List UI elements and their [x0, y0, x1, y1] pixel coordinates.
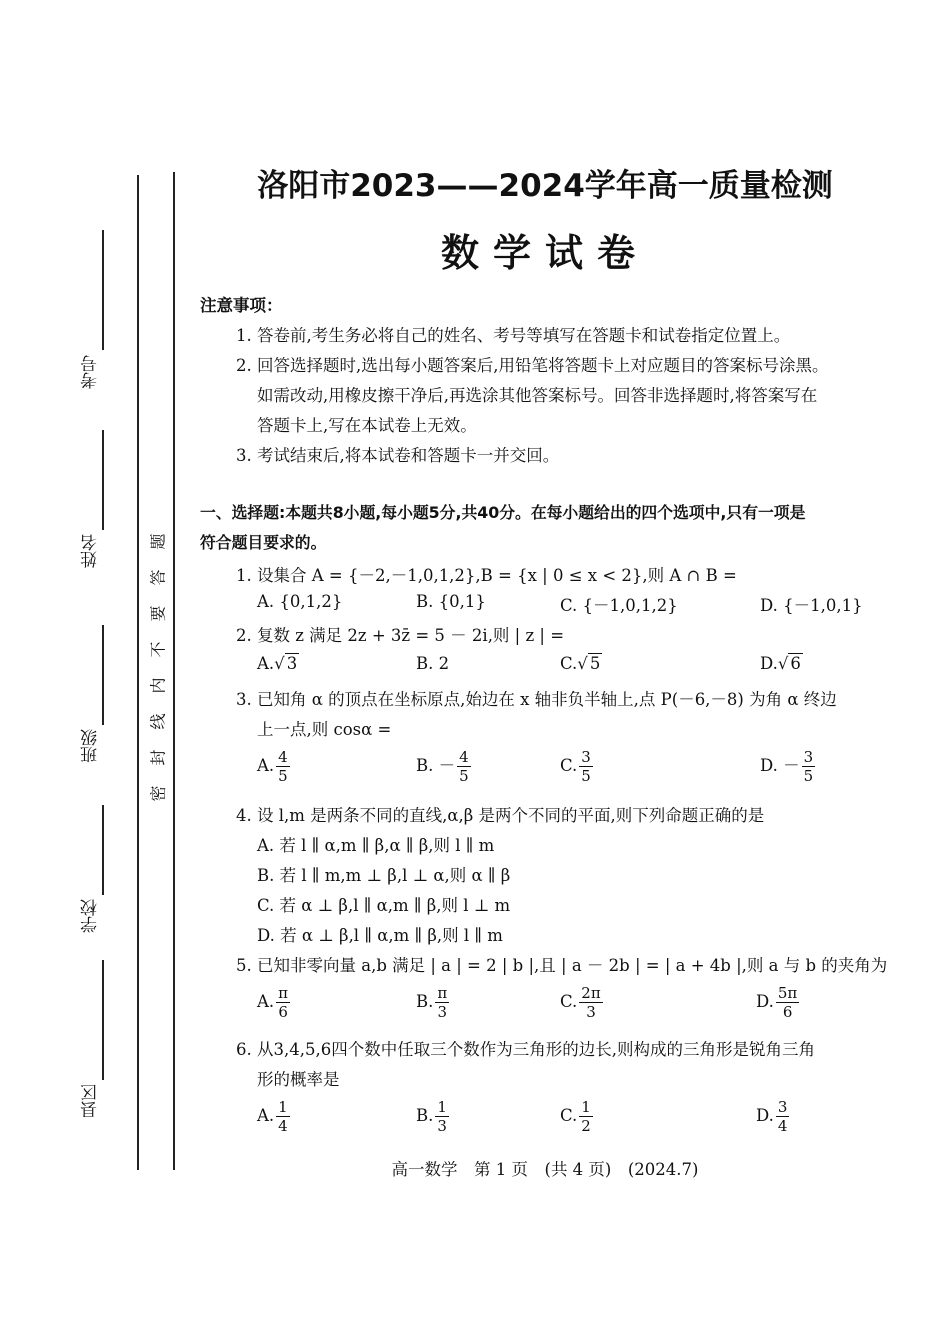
q4-option-b: B. 若 l ∥ m,m ⊥ β,l ⊥ α,则 α ∥ β: [257, 866, 511, 885]
seal-char: 封: [148, 749, 168, 766]
exam-number-label: 考号: [81, 355, 101, 389]
q5-option-d: D. $\frac{5\pi}{6}$: [756, 984, 798, 1021]
exam-number-field[interactable]: [78, 230, 108, 400]
exam-title: 洛阳市2023——2024学年高一质量检测: [257, 168, 833, 204]
q3-option-a: A. $\frac{4}{5}$: [257, 748, 288, 785]
class-label: 班级: [81, 729, 101, 763]
name-label: 姓名: [81, 534, 101, 568]
seal-char: 答: [148, 569, 168, 586]
q6-stem-cont: 形的概率是: [257, 1070, 340, 1089]
q5-option-b: B. $\frac{\pi}{3}$: [416, 984, 448, 1021]
q5-option-a: A. $\frac{\pi}{6}$: [257, 984, 289, 1021]
binding-line-outer: [137, 175, 139, 1170]
q6-option-c: C. $\frac{1}{2}$: [560, 1098, 591, 1135]
seal-char: 题: [148, 533, 168, 550]
q2-option-d: D.√ 6: [760, 654, 801, 673]
q2-option-a: A.√ 3: [257, 654, 298, 673]
county-field[interactable]: [78, 960, 108, 1130]
class-field[interactable]: [78, 625, 108, 795]
q5-option-c: C. $\frac{2\pi}{3}$: [560, 984, 601, 1021]
q1-stem: 1. 设集合 A = {－2,－1,0,1,2},B = {x | 0 ≤ x < 2},则 A ∩ B =: [236, 566, 737, 585]
q3-option-c: C. $\frac{3}{5}$: [560, 748, 591, 785]
notice-item: 1. 答卷前,考生务必将自己的姓名、考号等填写在答题卡和试卷指定位置上。: [236, 326, 791, 345]
q2-option-c: C.√ 5: [560, 654, 601, 673]
section-heading-cont: 符合题目要求的。: [200, 533, 327, 552]
seal-char: 密: [148, 785, 168, 802]
seal-char: 要: [148, 605, 168, 622]
q6-option-a: A. $\frac{1}{4}$: [257, 1098, 288, 1135]
notice-item: 答题卡上,写在本试卷上无效。: [257, 416, 477, 435]
q2-option-b: B. 2: [416, 654, 450, 673]
notice-item: 如需改动,用橡皮擦干净后,再选涂其他答案标号。回答非选择题时,将答案写在: [257, 386, 818, 405]
q6-stem: 6. 从3,4,5,6四个数中任取三个数作为三角形的边长,则构成的三角形是锐角三角: [236, 1040, 815, 1059]
name-field[interactable]: [78, 430, 108, 600]
q4-option-a: A. 若 l ∥ α,m ∥ β,α ∥ β,则 l ∥ m: [257, 836, 495, 855]
q6-option-d: D. $\frac{3}{4}$: [756, 1098, 788, 1135]
seal-char: 线: [148, 713, 168, 730]
q4-option-d: D. 若 α ⊥ β,l ∥ α,m ∥ β,则 l ∥ m: [257, 926, 503, 945]
q1-option-a: A. {0,1,2}: [257, 592, 343, 611]
binding-line-inner: [173, 172, 175, 1170]
notice-heading: 注意事项：: [200, 296, 283, 315]
seal-char: 不: [148, 641, 168, 658]
exam-subtitle: 数学试卷: [440, 231, 649, 275]
q3-stem: 3. 已知角 α 的顶点在坐标原点,始边在 x 轴非负半轴上,点 P(－6,－8) 为角 α 终边: [236, 690, 837, 709]
seal-warning: [146, 530, 168, 810]
school-field[interactable]: [78, 805, 108, 975]
seal-char: 内: [148, 677, 168, 694]
q3-option-b: B. － $\frac{4}{5}$: [416, 748, 469, 785]
q3-stem-cont: 上一点,则 cosα =: [257, 720, 392, 739]
section-heading: 一、选择题:本题共8小题,每小题5分,共40分。在每小题给出的四个选项中,只有一项是: [200, 503, 806, 522]
q1-option-c: C. {－1,0,1,2}: [560, 596, 678, 615]
q5-stem: 5. 已知非零向量 a,b 满足 | a | = 2 | b |,且 | a － 2b | = | a + 4b |,则 a 与 b 的夹角为: [236, 956, 888, 975]
page-footer: 高一数学 第 1 页 (共 4 页) (2024.7): [391, 1160, 699, 1179]
notice-item: 3. 考试结束后,将本试卷和答题卡一并交回。: [236, 446, 560, 465]
q2-stem: 2. 复数 z 满足 2z + 3z̄ = 5 － 2i,则 | z | =: [236, 626, 565, 645]
q4-stem: 4. 设 l,m 是两条不同的直线,α,β 是两个不同的平面,则下列命题正确的是: [236, 806, 765, 825]
q6-option-b: B. $\frac{1}{3}$: [416, 1098, 447, 1135]
county-label: 县区: [81, 1084, 101, 1118]
school-label: 学校: [81, 899, 101, 933]
q1-option-d: D. {－1,0,1}: [760, 596, 863, 615]
q1-option-b: B. {0,1}: [416, 592, 486, 611]
notice-item: 2. 回答选择题时,选出每小题答案后,用铅笔将答题卡上对应题目的答案标号涂黑。: [236, 356, 829, 375]
q4-option-c: C. 若 α ⊥ β,l ∥ α,m ∥ β,则 l ⊥ m: [257, 896, 511, 915]
q3-option-d: D. － $\frac{3}{5}$: [760, 748, 814, 785]
